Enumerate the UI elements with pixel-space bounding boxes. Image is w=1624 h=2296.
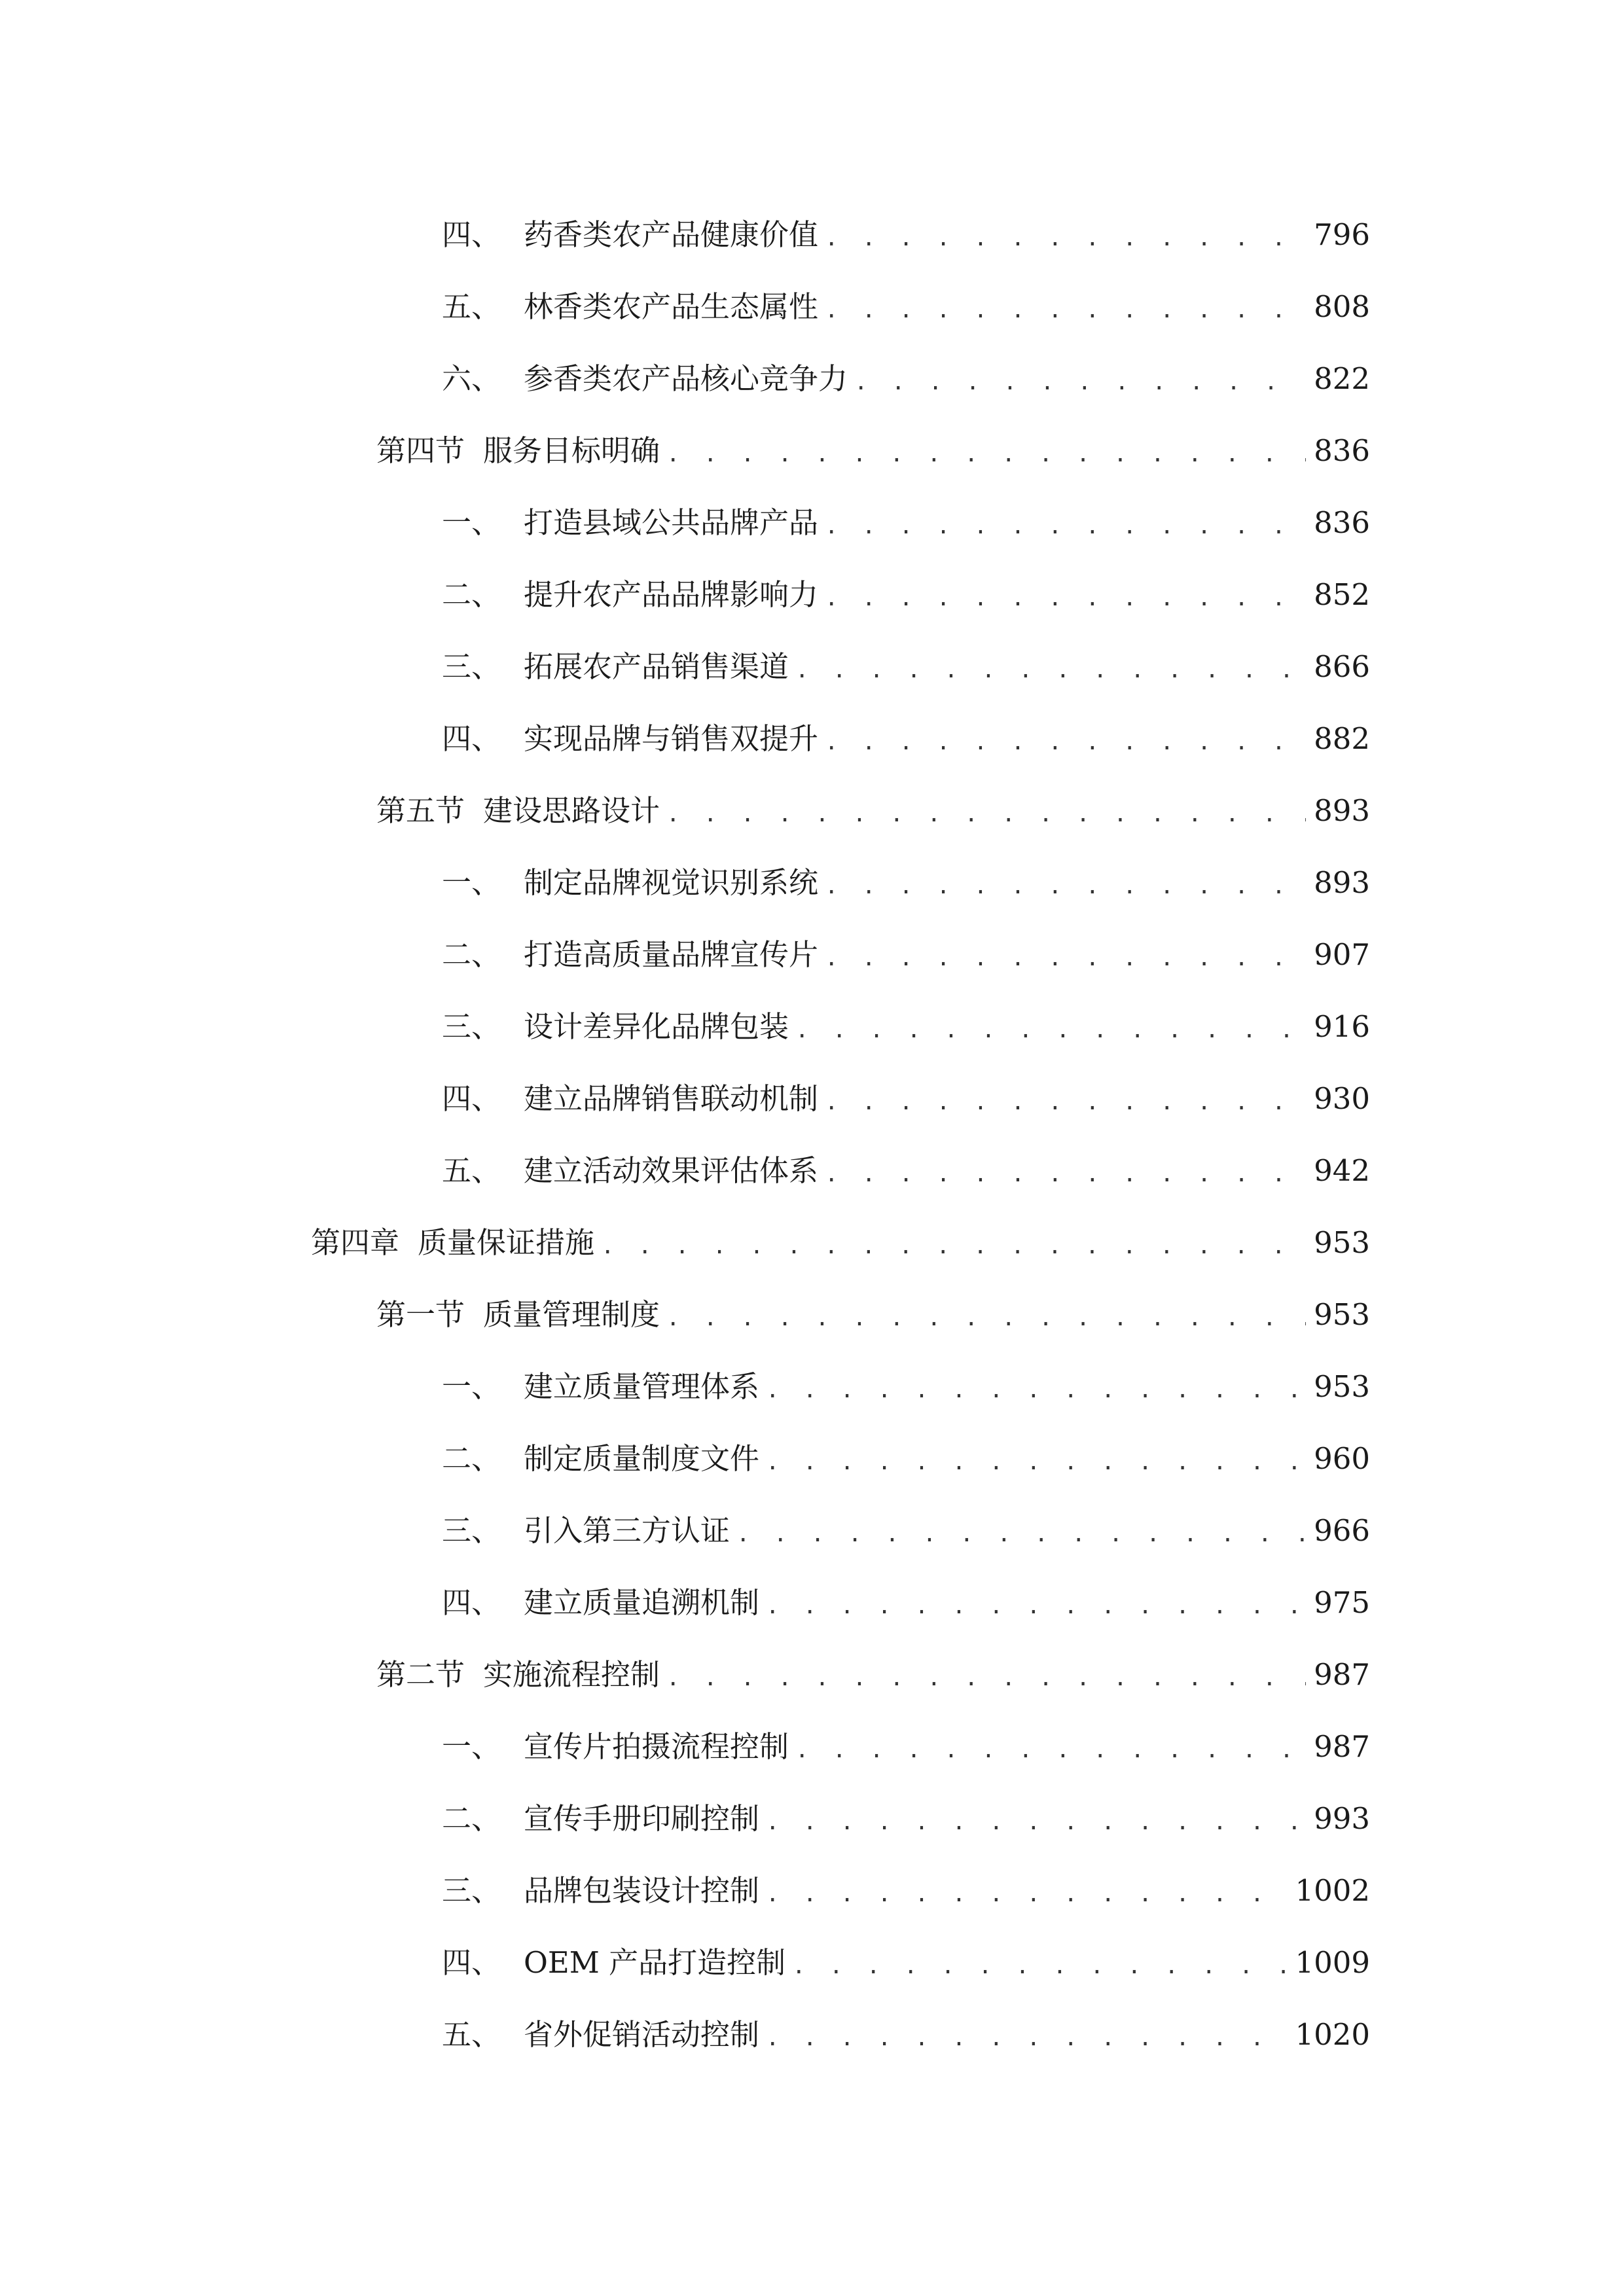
toc-entry-title: 品牌包装设计控制 xyxy=(524,1873,760,1908)
toc-entry-page-number: 987 xyxy=(1314,1729,1370,1764)
toc-entry-line xyxy=(442,631,1370,703)
dot-leader xyxy=(666,1279,1306,1351)
toc-subsection-entry[interactable] xyxy=(0,1783,1624,1855)
toc-entry-line xyxy=(442,271,1370,343)
toc-entry-title: OEM 产品打造控制 xyxy=(524,1945,786,1980)
dot-leader xyxy=(766,1351,1306,1423)
dot-leader xyxy=(825,1063,1306,1135)
dot-leader xyxy=(825,703,1306,775)
toc-entry-page-number: 822 xyxy=(1314,361,1370,396)
toc-entry-line xyxy=(442,1711,1370,1783)
toc-entry-page-number: 893 xyxy=(1314,865,1370,900)
toc-subsection-entry[interactable] xyxy=(0,1351,1624,1423)
toc-entry-title: 质量保证措施 xyxy=(418,1225,595,1260)
toc-subsection-entry[interactable] xyxy=(0,199,1624,271)
toc-entry-page-number: 796 xyxy=(1314,217,1370,252)
toc-entry-title: 建设思路设计 xyxy=(483,793,660,828)
toc-entry-number: 第二节 xyxy=(376,1657,465,1692)
toc-entry-page-number: 987 xyxy=(1314,1657,1370,1692)
toc-entry-line xyxy=(442,1135,1370,1207)
toc-entry-number: 三、 xyxy=(442,1009,501,1044)
toc-entry-number: 二、 xyxy=(442,1441,501,1476)
toc-entry-title: 建立品牌销售联动机制 xyxy=(524,1081,819,1116)
toc-subsection-entry[interactable] xyxy=(0,487,1624,559)
dot-leader xyxy=(854,343,1306,415)
toc-entry-page-number: 836 xyxy=(1314,505,1370,540)
toc-entry-line xyxy=(442,1927,1370,1999)
toc-section-entry[interactable] xyxy=(0,1639,1624,1711)
toc-entry-title: 建立活动效果评估体系 xyxy=(524,1153,819,1188)
toc-entry-page-number: 975 xyxy=(1314,1585,1370,1620)
toc-entry-number: 五、 xyxy=(442,2017,501,2052)
toc-entry-title: 拓展农产品销售渠道 xyxy=(524,649,789,684)
toc-entry-line xyxy=(442,1063,1370,1135)
toc-entry-number: 五、 xyxy=(442,289,501,324)
toc-entry-line xyxy=(442,343,1370,415)
dot-leader xyxy=(792,1927,1287,1999)
toc-entry-title: 宣传片拍摄流程控制 xyxy=(524,1729,789,1764)
dot-leader xyxy=(795,991,1306,1063)
toc-entry-page-number: 1009 xyxy=(1295,1945,1370,1980)
toc-entry-page-number: 866 xyxy=(1314,649,1370,684)
dot-leader xyxy=(766,1999,1287,2071)
toc-entry-title: 打造高质量品牌宣传片 xyxy=(524,937,819,972)
toc-entry-title: 制定质量制度文件 xyxy=(524,1441,760,1476)
toc-entry-number: 四、 xyxy=(442,1585,501,1620)
toc-subsection-entry[interactable] xyxy=(0,1423,1624,1495)
toc-entry-line xyxy=(442,559,1370,631)
toc-entry-page-number: 993 xyxy=(1314,1801,1370,1836)
toc-entry-number: 三、 xyxy=(442,1873,501,1908)
toc-entry-title: 参香类农产品核心竞争力 xyxy=(524,361,848,396)
toc-entry-title: 打造县域公共品牌产品 xyxy=(524,505,819,540)
dot-leader xyxy=(825,847,1306,919)
toc-entry-line xyxy=(442,1999,1370,2071)
toc-entry-number: 一、 xyxy=(442,505,501,540)
toc-entry-page-number: 852 xyxy=(1314,577,1370,612)
toc-entry-page-number: 953 xyxy=(1314,1297,1370,1332)
toc-entry-line xyxy=(442,1855,1370,1927)
toc-entry-page-number: 930 xyxy=(1314,1081,1370,1116)
toc-entry-title: 省外促销活动控制 xyxy=(524,2017,760,2052)
dot-leader xyxy=(825,199,1306,271)
toc-entry-page-number: 916 xyxy=(1314,1009,1370,1044)
toc-entry-page-number: 836 xyxy=(1314,433,1370,468)
toc-entry-title: 制定品牌视觉识别系统 xyxy=(524,865,819,900)
toc-entry-line xyxy=(442,703,1370,775)
toc-entry-title: 服务目标明确 xyxy=(483,433,660,468)
dot-leader xyxy=(601,1207,1306,1279)
toc-entry-line xyxy=(376,775,1370,847)
toc-subsection-entry[interactable] xyxy=(0,1711,1624,1783)
toc-entry-page-number: 942 xyxy=(1314,1153,1370,1188)
toc-entry-number: 第一节 xyxy=(376,1297,465,1332)
table-of-contents xyxy=(0,199,1624,2071)
toc-entry-line xyxy=(442,1423,1370,1495)
dot-leader xyxy=(666,1639,1306,1711)
toc-entry-line xyxy=(442,1567,1370,1639)
toc-entry-number: 二、 xyxy=(442,1801,501,1836)
toc-subsection-entry[interactable] xyxy=(0,1567,1624,1639)
toc-entry-page-number: 893 xyxy=(1314,793,1370,828)
toc-entry-number: 四、 xyxy=(442,1945,501,1980)
toc-entry-page-number: 1002 xyxy=(1295,1873,1370,1908)
dot-leader xyxy=(795,1711,1306,1783)
toc-entry-number: 一、 xyxy=(442,865,501,900)
toc-entry-number: 一、 xyxy=(442,1729,501,1764)
dot-leader xyxy=(825,559,1306,631)
dot-leader xyxy=(795,631,1306,703)
toc-section-entry[interactable] xyxy=(0,775,1624,847)
dot-leader xyxy=(736,1495,1306,1567)
toc-entry-page-number: 882 xyxy=(1314,721,1370,756)
toc-entry-title: 建立质量追溯机制 xyxy=(524,1585,760,1620)
toc-entry-line xyxy=(376,1639,1370,1711)
dot-leader xyxy=(825,487,1306,559)
toc-entry-number: 四、 xyxy=(442,1081,501,1116)
toc-subsection-entry[interactable] xyxy=(0,271,1624,343)
dot-leader xyxy=(766,1855,1287,1927)
toc-subsection-entry[interactable] xyxy=(0,919,1624,991)
toc-entry-number: 三、 xyxy=(442,1513,501,1548)
toc-entry-page-number: 808 xyxy=(1314,289,1370,324)
dot-leader xyxy=(825,1135,1306,1207)
toc-section-entry[interactable] xyxy=(0,1279,1624,1351)
toc-entry-title: 实现品牌与销售双提升 xyxy=(524,721,819,756)
toc-subsection-entry[interactable] xyxy=(0,559,1624,631)
toc-entry-number: 二、 xyxy=(442,937,501,972)
toc-subsection-entry[interactable] xyxy=(0,847,1624,919)
toc-entry-line xyxy=(442,1495,1370,1567)
dot-leader xyxy=(766,1567,1306,1639)
toc-entry-page-number: 953 xyxy=(1314,1369,1370,1404)
toc-entry-title: 宣传手册印刷控制 xyxy=(524,1801,760,1836)
toc-entry-line xyxy=(442,199,1370,271)
toc-subsection-entry[interactable] xyxy=(0,1999,1624,2071)
toc-entry-line xyxy=(442,847,1370,919)
toc-entry-title: 林香类农产品生态属性 xyxy=(524,289,819,324)
toc-entry-line xyxy=(442,991,1370,1063)
toc-entry-line xyxy=(311,1207,1370,1279)
toc-subsection-entry[interactable] xyxy=(0,1063,1624,1135)
toc-entry-line xyxy=(442,919,1370,991)
toc-entry-page-number: 960 xyxy=(1314,1441,1370,1476)
toc-entry-number: 第四节 xyxy=(376,433,465,468)
toc-chapter-entry[interactable] xyxy=(0,1207,1624,1279)
dot-leader xyxy=(766,1783,1306,1855)
toc-entry-page-number: 966 xyxy=(1314,1513,1370,1548)
toc-entry-title: 实施流程控制 xyxy=(483,1657,660,1692)
toc-subsection-entry[interactable] xyxy=(0,703,1624,775)
toc-entry-page-number: 953 xyxy=(1314,1225,1370,1260)
dot-leader xyxy=(825,919,1306,991)
toc-entry-title: 提升农产品品牌影响力 xyxy=(524,577,819,612)
toc-entry-line xyxy=(376,415,1370,487)
toc-subsection-entry[interactable] xyxy=(0,631,1624,703)
toc-entry-page-number: 907 xyxy=(1314,937,1370,972)
dot-leader xyxy=(666,415,1306,487)
toc-entry-number: 五、 xyxy=(442,1153,501,1188)
toc-subsection-entry[interactable] xyxy=(0,1855,1624,1927)
toc-entry-number: 二、 xyxy=(442,577,501,612)
toc-entry-number: 一、 xyxy=(442,1369,501,1404)
toc-entry-number: 第四章 xyxy=(311,1225,400,1260)
toc-entry-line xyxy=(442,1783,1370,1855)
toc-entry-line xyxy=(442,487,1370,559)
toc-entry-number: 四、 xyxy=(442,721,501,756)
dot-leader xyxy=(825,271,1306,343)
toc-section-entry[interactable] xyxy=(0,415,1624,487)
toc-subsection-entry[interactable] xyxy=(0,991,1624,1063)
toc-entry-number: 第五节 xyxy=(376,793,465,828)
toc-entry-number: 三、 xyxy=(442,649,501,684)
toc-entry-title: 引入第三方认证 xyxy=(524,1513,731,1548)
toc-entry-line xyxy=(376,1279,1370,1351)
toc-entry-page-number: 1020 xyxy=(1295,2017,1370,2052)
toc-entry-number: 六、 xyxy=(442,361,501,396)
toc-entry-title: 药香类农产品健康价值 xyxy=(524,217,819,252)
toc-entry-title: 建立质量管理体系 xyxy=(524,1369,760,1404)
dot-leader xyxy=(666,775,1306,847)
toc-entry-title: 质量管理制度 xyxy=(483,1297,660,1332)
dot-leader xyxy=(766,1423,1306,1495)
toc-subsection-entry[interactable] xyxy=(0,1135,1624,1207)
toc-entry-title: 设计差异化品牌包装 xyxy=(524,1009,789,1044)
toc-entry-line xyxy=(442,1351,1370,1423)
toc-entry-number: 四、 xyxy=(442,217,501,252)
toc-subsection-entry[interactable] xyxy=(0,343,1624,415)
toc-subsection-entry[interactable] xyxy=(0,1495,1624,1567)
toc-subsection-entry[interactable] xyxy=(0,1927,1624,1999)
